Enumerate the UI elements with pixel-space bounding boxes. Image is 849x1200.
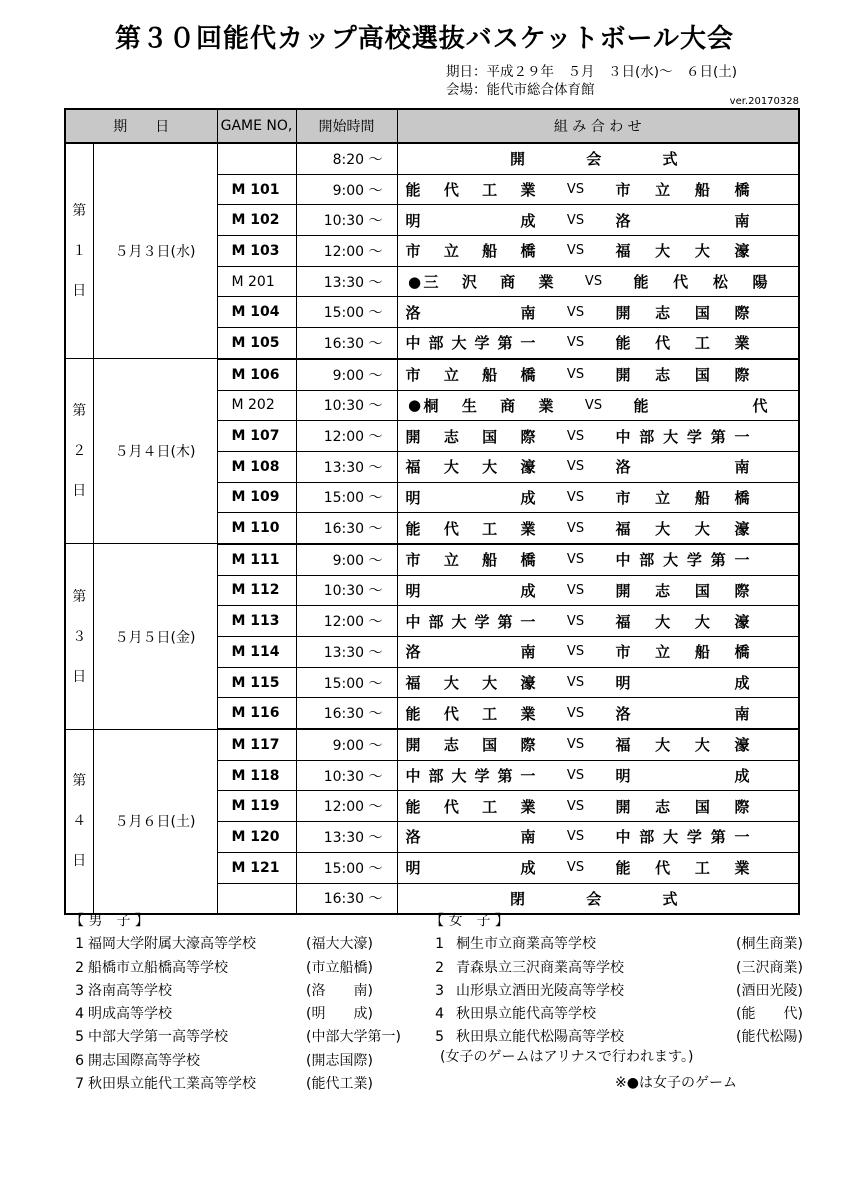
matchup bbox=[397, 822, 799, 853]
matchup bbox=[397, 451, 799, 482]
school-name: 秋田県立能代松陽高等学校 bbox=[456, 1029, 624, 1046]
matchup bbox=[397, 482, 799, 513]
matchup bbox=[397, 637, 799, 668]
vs-label: VS bbox=[566, 489, 585, 505]
day-date: ５月６日(土) bbox=[93, 729, 217, 914]
team-home: 桐 生 商 業 bbox=[423, 396, 554, 415]
game-number: M 116 bbox=[217, 698, 296, 729]
school-number: 5 bbox=[435, 1029, 444, 1046]
school-number: 2 bbox=[75, 959, 84, 976]
team-home: 市 立 船 橋 bbox=[405, 551, 536, 570]
schedule-header-row bbox=[65, 109, 799, 143]
school-list-item bbox=[430, 957, 803, 980]
day-label-char: 第 bbox=[72, 588, 87, 605]
matchup bbox=[397, 575, 799, 606]
school-name: 船橋市立船橋高等学校 bbox=[88, 959, 228, 976]
schedule-table bbox=[64, 108, 800, 915]
schedule-row bbox=[65, 729, 799, 760]
team-away: 能 代 松 陽 bbox=[633, 273, 768, 292]
day-label-char: 日 bbox=[72, 483, 87, 500]
start-time: 16:30 ～ bbox=[296, 328, 397, 359]
school-number: 5 bbox=[75, 1029, 84, 1046]
vs-label: VS bbox=[566, 582, 585, 598]
vs-label: VS bbox=[566, 304, 585, 320]
game-number: M 113 bbox=[217, 606, 296, 637]
school-number: 3 bbox=[435, 982, 444, 999]
day-date: ５月５日(金) bbox=[93, 544, 217, 729]
game-number: M 103 bbox=[217, 236, 296, 267]
day-date: ５月４日(木) bbox=[93, 359, 217, 544]
team-away: 市 立 船 橋 bbox=[615, 643, 750, 662]
school-abbr: (能代工業) bbox=[306, 1076, 373, 1093]
team-home: 開 志 国 際 bbox=[405, 736, 536, 755]
vs-label: VS bbox=[566, 798, 585, 814]
day-label-char: 第 bbox=[72, 203, 87, 220]
vs-label: VS bbox=[566, 182, 585, 198]
game-number: M 107 bbox=[217, 421, 296, 452]
team-home: 中 部 大 学 第 一 bbox=[405, 612, 536, 631]
school-abbr: (中部大学第一) bbox=[306, 1029, 401, 1046]
game-number: M 110 bbox=[217, 513, 296, 544]
team-home: 洛 南 bbox=[405, 303, 536, 322]
game-number: M 102 bbox=[217, 205, 296, 236]
matchup bbox=[397, 236, 799, 267]
girls-legend bbox=[430, 910, 803, 1050]
start-time: 12:00 ～ bbox=[296, 421, 397, 452]
vs-label: VS bbox=[566, 335, 585, 351]
school-name: 洛南高等学校 bbox=[88, 982, 172, 999]
school-list-item bbox=[430, 1003, 803, 1026]
start-time: 12:00 ～ bbox=[296, 236, 397, 267]
school-list-item bbox=[70, 1073, 401, 1096]
vs-label: VS bbox=[566, 459, 585, 475]
team-away: 市 立 船 橋 bbox=[615, 488, 750, 507]
day-label-char: 第 bbox=[72, 403, 87, 420]
school-list-item bbox=[70, 933, 401, 956]
header-day: 期 日 bbox=[65, 109, 217, 143]
start-time: 13:30 ～ bbox=[296, 637, 397, 668]
vs-label: VS bbox=[566, 428, 585, 444]
start-time: 9:00 ～ bbox=[296, 544, 397, 575]
matchup bbox=[397, 359, 799, 390]
matchup bbox=[397, 297, 799, 328]
team-away: 明 成 bbox=[615, 767, 750, 786]
team-home: 三 沢 商 業 bbox=[423, 273, 554, 292]
game-number: M 118 bbox=[217, 760, 296, 791]
girls-heading: 【 女 子 】 bbox=[430, 913, 509, 929]
event-venue: 会場：能代市総合体育館 bbox=[446, 82, 595, 98]
team-home: 洛 南 bbox=[405, 828, 536, 847]
vs-label: VS bbox=[566, 829, 585, 845]
school-name: 山形県立酒田光陵高等学校 bbox=[456, 982, 624, 999]
game-number: M 101 bbox=[217, 174, 296, 205]
school-list-item bbox=[70, 1050, 401, 1073]
vs-label: VS bbox=[566, 675, 585, 691]
matchup bbox=[397, 729, 799, 760]
school-abbr: (酒田光陵) bbox=[736, 982, 803, 999]
start-time: 9:00 ～ bbox=[296, 174, 397, 205]
schedule-row bbox=[65, 143, 799, 174]
day-label-char: 第 bbox=[72, 773, 87, 790]
team-away: 開 志 国 際 bbox=[615, 366, 750, 385]
ceremony-label: 開 会 式 bbox=[510, 150, 706, 169]
start-time: 15:00 ～ bbox=[296, 667, 397, 698]
school-number: 2 bbox=[435, 959, 444, 976]
game-number: M 106 bbox=[217, 359, 296, 390]
start-time: 15:00 ～ bbox=[296, 482, 397, 513]
school-name: 中部大学第一高等学校 bbox=[88, 1029, 228, 1046]
version-label: ver.20170328 bbox=[729, 96, 799, 107]
team-home: 福 大 大 濠 bbox=[405, 674, 536, 693]
team-home: 中 部 大 学 第 一 bbox=[405, 767, 536, 786]
page-title: 第３０回能代カップ高校選抜バスケットボール大会 bbox=[115, 24, 734, 54]
school-name: 秋田県立能代工業高等学校 bbox=[88, 1076, 256, 1093]
team-away: 洛 南 bbox=[615, 704, 750, 723]
start-time: 16:30 ～ bbox=[296, 883, 397, 914]
team-away: 能 代 工 業 bbox=[615, 334, 750, 353]
game-number bbox=[217, 143, 296, 174]
team-home: 開 志 国 際 bbox=[405, 427, 536, 446]
school-number: 4 bbox=[435, 1006, 444, 1023]
boys-list bbox=[70, 933, 401, 1096]
matchup bbox=[397, 390, 799, 421]
school-number: 3 bbox=[75, 982, 84, 999]
team-away: 開 志 国 際 bbox=[615, 303, 750, 322]
start-time: 16:30 ～ bbox=[296, 698, 397, 729]
vs-label: VS bbox=[566, 552, 585, 568]
school-abbr: (桐生商業) bbox=[736, 936, 803, 953]
day-label bbox=[65, 143, 93, 359]
school-list-item bbox=[70, 957, 401, 980]
schedule-body bbox=[65, 143, 799, 914]
team-away: 中 部 大 学 第 一 bbox=[615, 427, 750, 446]
school-abbr: (明 成) bbox=[306, 1006, 373, 1023]
game-number: M 114 bbox=[217, 637, 296, 668]
team-away: 中 部 大 学 第 一 bbox=[615, 828, 750, 847]
girls-game-marker-icon: ● bbox=[407, 272, 422, 291]
start-time: 13:30 ～ bbox=[296, 266, 397, 297]
vs-label: VS bbox=[566, 737, 585, 753]
game-number: M 120 bbox=[217, 822, 296, 853]
team-home: 市 立 船 橋 bbox=[405, 242, 536, 261]
game-number: M 115 bbox=[217, 667, 296, 698]
team-home: 洛 南 bbox=[405, 643, 536, 662]
day-label bbox=[65, 544, 93, 729]
day-label bbox=[65, 359, 93, 544]
header-time: 開始時間 bbox=[296, 109, 397, 143]
event-period: 期日：平成２９年 ５月 ３日(水)～ ６日(土) bbox=[446, 64, 738, 80]
day-label-char: 日 bbox=[72, 283, 87, 300]
team-away: 開 志 国 際 bbox=[615, 797, 750, 816]
matchup bbox=[397, 421, 799, 452]
girls-game-marker-icon: ● bbox=[407, 396, 422, 415]
boys-heading: 【 男 子 】 bbox=[70, 913, 149, 929]
boys-legend bbox=[70, 910, 401, 1096]
team-home: 市 立 船 橋 bbox=[405, 366, 536, 385]
team-away: 中 部 大 学 第 一 bbox=[615, 551, 750, 570]
matchup bbox=[397, 544, 799, 575]
school-abbr: (三沢商業) bbox=[736, 959, 803, 976]
school-name: 開志国際高等学校 bbox=[88, 1052, 200, 1069]
matchup bbox=[397, 852, 799, 883]
school-name: 桐生市立商業高等学校 bbox=[456, 936, 596, 953]
team-away: 開 志 国 際 bbox=[615, 581, 750, 600]
vs-label: VS bbox=[566, 613, 585, 629]
school-list-item bbox=[430, 980, 803, 1003]
team-home: 明 成 bbox=[405, 488, 536, 507]
game-number: M 111 bbox=[217, 544, 296, 575]
day-label-char: 日 bbox=[72, 668, 87, 685]
team-home: 能 代 工 業 bbox=[405, 181, 536, 200]
team-away: 明 成 bbox=[615, 674, 750, 693]
matchup bbox=[397, 667, 799, 698]
matchup bbox=[397, 698, 799, 729]
start-time: 12:00 ～ bbox=[296, 606, 397, 637]
team-home: 明 成 bbox=[405, 581, 536, 600]
vs-label: VS bbox=[566, 367, 585, 383]
day-label bbox=[65, 729, 93, 914]
team-home: 能 代 工 業 bbox=[405, 704, 536, 723]
vs-label: VS bbox=[584, 397, 603, 413]
ceremony-label: 閉 会 式 bbox=[510, 889, 706, 908]
team-away: 福 大 大 濠 bbox=[615, 242, 750, 261]
arena-note: (女子のゲームはアリナスで行われます。) bbox=[440, 1049, 694, 1065]
start-time: 15:00 ～ bbox=[296, 297, 397, 328]
start-time: 13:30 ～ bbox=[296, 451, 397, 482]
start-time: 10:30 ～ bbox=[296, 390, 397, 421]
matchup bbox=[397, 174, 799, 205]
team-away: 能 代 工 業 bbox=[615, 859, 750, 878]
vs-label: VS bbox=[566, 644, 585, 660]
vs-label: VS bbox=[566, 520, 585, 536]
school-list-item bbox=[430, 933, 803, 956]
game-number: M 112 bbox=[217, 575, 296, 606]
vs-label: VS bbox=[584, 274, 603, 290]
matchup bbox=[397, 266, 799, 297]
team-home: 能 代 工 業 bbox=[405, 519, 536, 538]
school-name: 福岡大学附属大濠高等学校 bbox=[88, 936, 256, 953]
start-time: 10:30 ～ bbox=[296, 205, 397, 236]
matchup bbox=[397, 606, 799, 637]
matchup bbox=[397, 328, 799, 359]
start-time: 13:30 ～ bbox=[296, 822, 397, 853]
team-away: 福 大 大 濠 bbox=[615, 736, 750, 755]
game-number: M 109 bbox=[217, 482, 296, 513]
start-time: 12:00 ～ bbox=[296, 791, 397, 822]
start-time: 9:00 ～ bbox=[296, 729, 397, 760]
header-match: 組 み 合 わ せ bbox=[397, 109, 799, 143]
team-home: 中 部 大 学 第 一 bbox=[405, 334, 536, 353]
day-date: ５月３日(水) bbox=[93, 143, 217, 359]
game-number: M 201 bbox=[217, 266, 296, 297]
team-home: 能 代 工 業 bbox=[405, 797, 536, 816]
team-away: 能 代 bbox=[633, 396, 768, 415]
game-number: M 117 bbox=[217, 729, 296, 760]
game-number: M 121 bbox=[217, 852, 296, 883]
start-time: 8:20 ～ bbox=[296, 143, 397, 174]
vs-label: VS bbox=[566, 768, 585, 784]
schedule-row bbox=[65, 359, 799, 390]
vs-label: VS bbox=[566, 860, 585, 876]
start-time: 15:00 ～ bbox=[296, 852, 397, 883]
school-number: 6 bbox=[75, 1052, 84, 1069]
school-abbr: (洛 南) bbox=[306, 982, 373, 999]
team-away: 洛 南 bbox=[615, 458, 750, 477]
school-abbr: (能代松陽) bbox=[736, 1029, 803, 1046]
school-number: 4 bbox=[75, 1006, 84, 1023]
day-label-char: １ bbox=[72, 243, 87, 260]
school-number: 7 bbox=[75, 1076, 84, 1093]
game-number: M 104 bbox=[217, 297, 296, 328]
day-label-char: ４ bbox=[72, 813, 87, 830]
school-abbr: (福大大濠) bbox=[306, 936, 373, 953]
team-home: 明 成 bbox=[405, 211, 536, 230]
school-abbr: (開志国際) bbox=[306, 1052, 373, 1069]
team-away: 福 大 大 濠 bbox=[615, 519, 750, 538]
vs-label: VS bbox=[566, 705, 585, 721]
schedule-row bbox=[65, 544, 799, 575]
school-number: 1 bbox=[435, 936, 444, 953]
matchup bbox=[397, 143, 799, 174]
matchup bbox=[397, 513, 799, 544]
team-home: 明 成 bbox=[405, 859, 536, 878]
school-list-item bbox=[70, 980, 401, 1003]
start-time: 9:00 ～ bbox=[296, 359, 397, 390]
start-time: 10:30 ～ bbox=[296, 575, 397, 606]
school-list-item bbox=[70, 1026, 401, 1049]
game-number: M 105 bbox=[217, 328, 296, 359]
school-abbr: (能 代) bbox=[736, 1006, 803, 1023]
vs-label: VS bbox=[566, 243, 585, 259]
game-number: M 202 bbox=[217, 390, 296, 421]
school-name: 明成高等学校 bbox=[88, 1006, 172, 1023]
header-game: GAME NO, bbox=[217, 109, 296, 143]
school-list-item bbox=[70, 1003, 401, 1026]
matchup bbox=[397, 760, 799, 791]
game-number: M 119 bbox=[217, 791, 296, 822]
vs-label: VS bbox=[566, 212, 585, 228]
team-away: 洛 南 bbox=[615, 211, 750, 230]
school-name: 秋田県立能代高等学校 bbox=[456, 1006, 596, 1023]
school-number: 1 bbox=[75, 936, 84, 953]
start-time: 16:30 ～ bbox=[296, 513, 397, 544]
girls-list bbox=[430, 933, 803, 1049]
team-home: 福 大 大 濠 bbox=[405, 458, 536, 477]
team-away: 福 大 大 濠 bbox=[615, 612, 750, 631]
matchup bbox=[397, 791, 799, 822]
matchup bbox=[397, 205, 799, 236]
game-number: M 108 bbox=[217, 451, 296, 482]
dot-note: ※●は女子のゲーム bbox=[615, 1075, 737, 1091]
day-label-char: 日 bbox=[72, 853, 87, 870]
school-name: 青森県立三沢商業高等学校 bbox=[456, 959, 624, 976]
team-away: 市 立 船 橋 bbox=[615, 181, 750, 200]
start-time: 10:30 ～ bbox=[296, 760, 397, 791]
day-label-char: ２ bbox=[72, 443, 87, 460]
school-abbr: (市立船橋) bbox=[306, 959, 373, 976]
day-label-char: ３ bbox=[72, 628, 87, 645]
